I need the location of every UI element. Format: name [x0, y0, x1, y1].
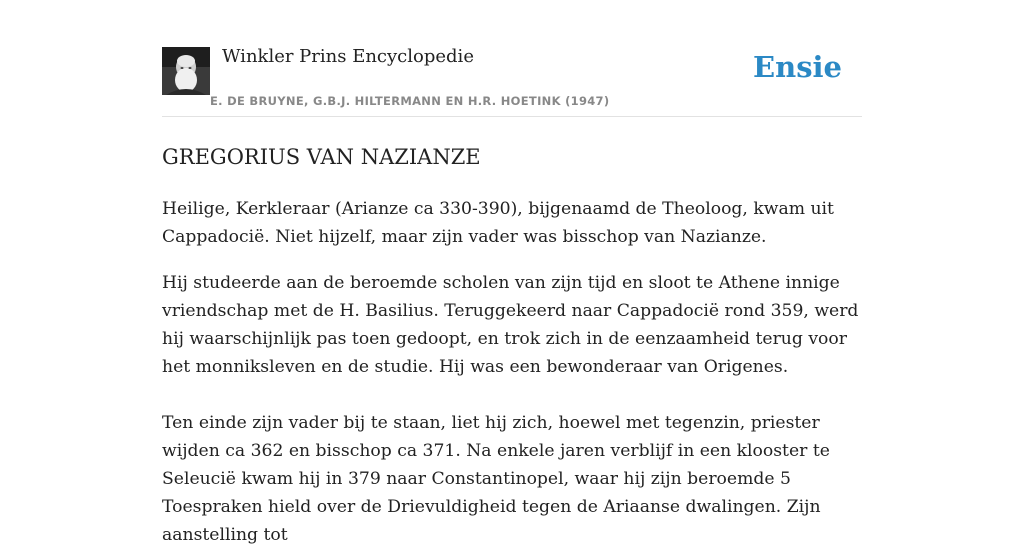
ensie-logo[interactable]: Ensie — [753, 50, 842, 84]
article-paragraph-3: Ten einde zijn vader bij te staan, liet hij zich, hoewel met tegenzin, priester wijden ca 362 en bisschop ca 371. Na enkele jaren verblijf in een klooster te Seleucië kwam hij in 379 naar Constantinopel, waar hij zijn beroemde 5 Toespraken hield over de Drievuldigheid tegen de Ariaanse dwalingen. Zijn aanstelling tot — [162, 413, 830, 545]
source-title: Winkler Prins Encyclopedie — [222, 46, 474, 67]
article-paragraph-1: Heilige, Kerkleraar (Arianze ca 330-390), bijgenaamd de Theoloog, kwam uit Cappadocië. Niet hijzelf, maar zijn vader was bisschop van Nazianze. — [162, 199, 834, 247]
article-paragraph-2: Hij studeerde aan de beroemde scholen van zijn tijd en sloot te Athene innige vriendschap met de H. Basilius. Teruggekeerd naar Cappadocië rond 359, werd hij waarschijnlijk pas toen gedoopt, en trok zich in de eenzaamheid terug voor het monniksleven en de studie. Hij was een bewonderaar van Origenes. — [162, 273, 859, 377]
authors-credit: E. DE BRUYNE, G.B.J. HILTERMANN EN H.R. HOETINK (1947) — [210, 94, 610, 108]
article-title: GREGORIUS VAN NAZIANZE — [162, 145, 481, 169]
portrait-avatar-icon — [162, 47, 210, 95]
article-page — [162, 0, 862, 549]
source-header — [162, 0, 862, 117]
